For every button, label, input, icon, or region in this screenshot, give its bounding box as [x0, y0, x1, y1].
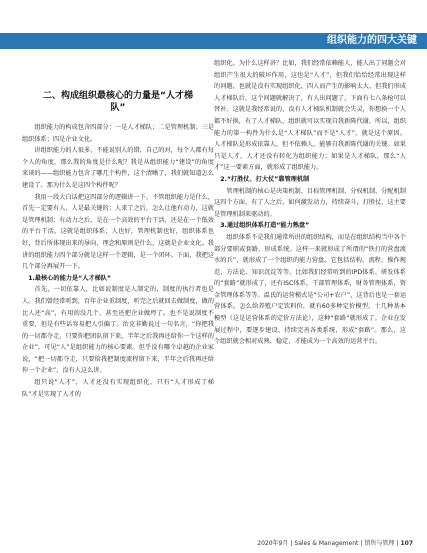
subheading-3: 3.通过组织体系打造“能力熟盘” [220, 222, 310, 230]
paragraph: 我用一段大白话把这四部分的逻辑讲一下。不管组织能力是什么，首先一定要有人，人是最关键的；人来了之后，怎么让他有动力，这就是管理机制；有动力之后，是在一个高效的平台干活，还是在一个低效的平台干活，这就是组织体系；人也好，管理机制也好，组织体系也好，背后所体现出来的导向、理念和原则是什么，这就是企业文化。我讲的组织能力四个部分就是这样一个逻辑，是一个闭环。下面，我把这几个部分再展开一下。 [22, 193, 214, 271]
subheading-2: 2.“打胜仗、打大仗”靠管理机制 [220, 175, 310, 183]
header-title: 组织能力的四大关键 [327, 35, 417, 46]
page-number: 107 [400, 540, 413, 547]
left-column [22, 58, 214, 400]
paragraph: 讲组织能力的人很多，不能说别人的错，自己的对，每个人都有每个人的角度，那么我的角度是什么呢？我是从组织能力“建设”的角度来谈的——组织能力包含了哪几个构件，这个清晰了，我们就知道怎么建设了。那为什么是这四个构件呢？ [22, 147, 214, 189]
right-column [214, 58, 406, 348]
paragraph: 首先，一切依靠人，比如说制度是人制定的，制度的执行者也是人。我们曾经常听到，百年企业重制度，听完之后就回去做制度，做的比人还“高”，有用的没几个，甚至还把企业做垮了。也不是说制度不重要，但是有些话容易把人引偏了。治克非勤说过一句名言，“你把我的一切都夺走，只要你把团队留下来，半年之后我再还给你一个这样的企业”。可见“人”是组织能力的核心要素。但乎没有哪个卓越的企业家说，“把一切都夺走，只要给我把制度流程留下来，半年之后我再还给你一个企业”，没有人这么讲。 [22, 286, 214, 375]
paragraph: 组织能力的构成包含四部分：一是人才梯队；二是管理机制；三是组织体系；四是企业文化。 [22, 124, 214, 143]
page-footer: 2020年9月 | Sales & Management | 销售与管理 | 107 [257, 540, 413, 547]
header-bar [0, 33, 427, 49]
subheading-1: 1.最核心的能力是“人才梯队” [28, 274, 112, 282]
section-title-line2: 队” [110, 103, 126, 113]
footer-date: 2020年9月 [257, 540, 289, 547]
paragraph: 组只说“人才”，人才还没有实现组织化，只有“人才形成了梯队”才是实现了人才的 [22, 379, 214, 398]
paragraph: 组织化。为什么这样讲？比如，我们经常依赖能人，能人出了问题会对组织产生很大的破坏作用，这也是“人才”，但我们恰恰经常出现这样的问题，也就是没有实现组织化，四人而产生的影响太大。但我们形成人才梯队后，这个问题就解决了，有人出问题了，下面有七八条枪可以替补。这就是我经常说的，没有人才梯队机制就会失灵，你想换一个人都不好换，有了人才梯队，组织就可以实现自我新陈代谢，所以，组织能力的第一构件为什么是“人才梯队”而不是“人才”，就是这个原因。人才梯队是形成依靠人，但不依赖人，能够自我新陈代谢的关键。如果只是人才，人才还没有转化为组织能力；如果是人才梯队，那么“人才”这一要素方面，就形成了组织能力。 [214, 60, 406, 172]
footer-magazine: Sales & Management [294, 540, 359, 547]
section-title [22, 90, 214, 114]
paragraph: 管理机制的核心是决策机制、目标管理机制、分权机制、分配机制这四个方面，有了人之后，如何激发动力，持续奋斗，打胜仗，这主要是管理机制来驱动的。 [214, 187, 406, 218]
section-title-line1: 二、构成组织最核心的力量是“人才梯 [43, 91, 193, 101]
footer-magazine-cn: 销售与管理 [364, 540, 395, 547]
paragraph: 组织体系不是我们通常所讲的组织结构，而是在组织结构当中各个部分要职或套路，形成系统。这样一来就形成了所谓的“铁打的营盘流水的兵”，就形成了一个组织的能力营盘。它包括结构、流程、操作规范、方法论、知识沉淀等等。比如我们经常听到的IPD体系、研发体系的“套路”就形成了，还有ISC体系，干部管理体系，财务管理体系，资金管理体系等等。温氏的运营模式是“公司+农户”，这背后也是一套运营体系，怎么给养殖户定饮料价，就有60多种定价模型，十几种基本模型（这是运营体系的定价方法论），这种“套路”就形成了。企业在发展过程中，要逐步建设、持续完善各类系统，形成“套路”。那么，这个组织就会相对成熟、稳定，才能成为一个高效的运营平台。 [214, 233, 406, 346]
